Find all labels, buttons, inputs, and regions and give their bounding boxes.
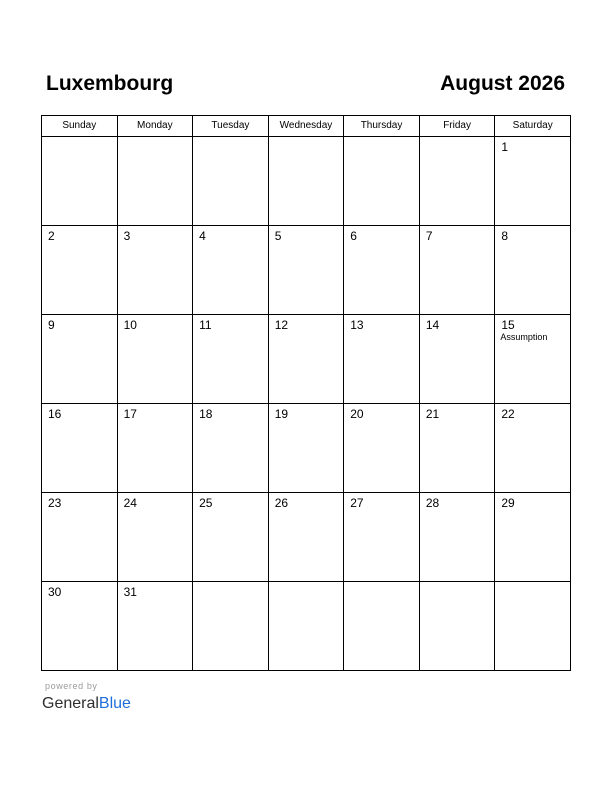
day-number: 20: [350, 407, 364, 421]
day-cell: [42, 315, 118, 404]
day-cell: [419, 137, 495, 226]
day-number: [42, 137, 117, 140]
day-number: 22: [501, 407, 515, 421]
day-number: 24: [123, 496, 137, 510]
day-cell: [419, 226, 495, 315]
day-number: 9: [48, 318, 55, 332]
footer-branding: [42, 681, 131, 714]
day-cell: [419, 315, 495, 404]
day-number: 27: [350, 496, 364, 510]
weekday-header-row: [42, 116, 571, 137]
day-cell: [495, 404, 571, 493]
weekday-friday: Friday: [419, 116, 495, 137]
day-cell: [268, 493, 344, 582]
day-cell: [344, 582, 420, 671]
logo-text-general: General: [42, 695, 99, 712]
day-number: 16: [48, 407, 62, 421]
day-number: 5: [274, 229, 282, 243]
day-cell: [117, 226, 193, 315]
day-number: 15: [501, 318, 515, 332]
day-cell: [344, 137, 420, 226]
powered-by-text: powered by: [45, 681, 98, 691]
day-cell: [268, 315, 344, 404]
weekday-monday: Monday: [117, 116, 193, 137]
day-number: 17: [123, 407, 137, 421]
day-number: 26: [274, 496, 289, 510]
day-number: 18: [199, 407, 213, 421]
day-cell: [344, 315, 420, 404]
day-cell: [193, 582, 269, 671]
weekday-tuesday: Tuesday: [193, 116, 269, 137]
day-number: 11: [199, 318, 212, 332]
day-number: [344, 582, 419, 585]
day-cell: [42, 404, 118, 493]
day-number: [193, 137, 268, 140]
day-number: [118, 137, 193, 140]
day-cell: [193, 137, 269, 226]
day-number: 3: [123, 229, 131, 243]
weekday-sunday: Sunday: [42, 116, 118, 137]
day-number: [495, 582, 570, 585]
day-number: 10: [123, 318, 137, 332]
day-number: 13: [350, 318, 364, 332]
day-number: 8: [501, 229, 509, 243]
generalblue-logo[interactable]: [42, 694, 131, 714]
weekday-thursday: Thursday: [344, 116, 420, 137]
day-number: 14: [425, 318, 440, 332]
holiday-label: Assumption: [500, 332, 548, 342]
weekday-wednesday: Wednesday: [268, 116, 344, 137]
day-number: 7: [425, 229, 433, 243]
day-cell: [42, 137, 118, 226]
calendar-grid: [41, 115, 571, 671]
day-cell: [117, 315, 193, 404]
week-row: [42, 315, 571, 404]
day-cell: [268, 226, 344, 315]
day-cell: [117, 582, 193, 671]
day-cell: [268, 582, 344, 671]
day-cell-holiday: [495, 315, 571, 404]
day-cell: [344, 493, 420, 582]
day-number: 29: [501, 496, 515, 510]
day-number: 21: [425, 407, 440, 421]
day-cell: [193, 493, 269, 582]
day-cell: [193, 404, 269, 493]
day-cell: [117, 404, 193, 493]
week-row: [42, 404, 571, 493]
day-cell: [419, 404, 495, 493]
logo-text-blue: Blue: [98, 695, 131, 712]
day-cell: [419, 493, 495, 582]
day-cell: [117, 493, 193, 582]
day-cell: [193, 226, 269, 315]
week-row: [42, 493, 571, 582]
day-number: 25: [199, 496, 213, 510]
day-number: 6: [350, 229, 357, 243]
day-cell: [42, 226, 118, 315]
day-number: 19: [274, 407, 289, 421]
day-cell: [117, 137, 193, 226]
day-cell: [419, 582, 495, 671]
day-cell: [495, 582, 571, 671]
day-number: 31: [123, 585, 137, 599]
day-number: 28: [425, 496, 440, 510]
calendar-month-title: August 2026: [440, 72, 565, 95]
day-cell: [42, 582, 118, 671]
day-number: 30: [48, 585, 62, 599]
day-cell: [42, 493, 118, 582]
day-cell: [268, 137, 344, 226]
day-number: [420, 137, 495, 140]
day-number: [269, 582, 344, 585]
day-cell: [193, 315, 269, 404]
day-number: 12: [274, 318, 289, 332]
day-cell: [495, 137, 571, 226]
day-number: [344, 137, 419, 140]
day-number: [420, 582, 495, 585]
day-cell: [495, 226, 571, 315]
day-cell: [344, 404, 420, 493]
day-cell: [268, 404, 344, 493]
day-number: 4: [199, 229, 206, 243]
day-number: 1: [501, 140, 509, 154]
day-number: 2: [48, 229, 55, 243]
day-cell: [495, 493, 571, 582]
week-row: [42, 582, 571, 671]
week-row: [42, 226, 571, 315]
calendar-country-title: Luxembourg: [46, 72, 174, 95]
day-number: [269, 137, 344, 140]
week-row: [42, 137, 571, 226]
weekday-saturday: Saturday: [495, 116, 571, 137]
day-number: 23: [48, 496, 62, 510]
day-cell: [344, 226, 420, 315]
day-number: [193, 582, 268, 585]
